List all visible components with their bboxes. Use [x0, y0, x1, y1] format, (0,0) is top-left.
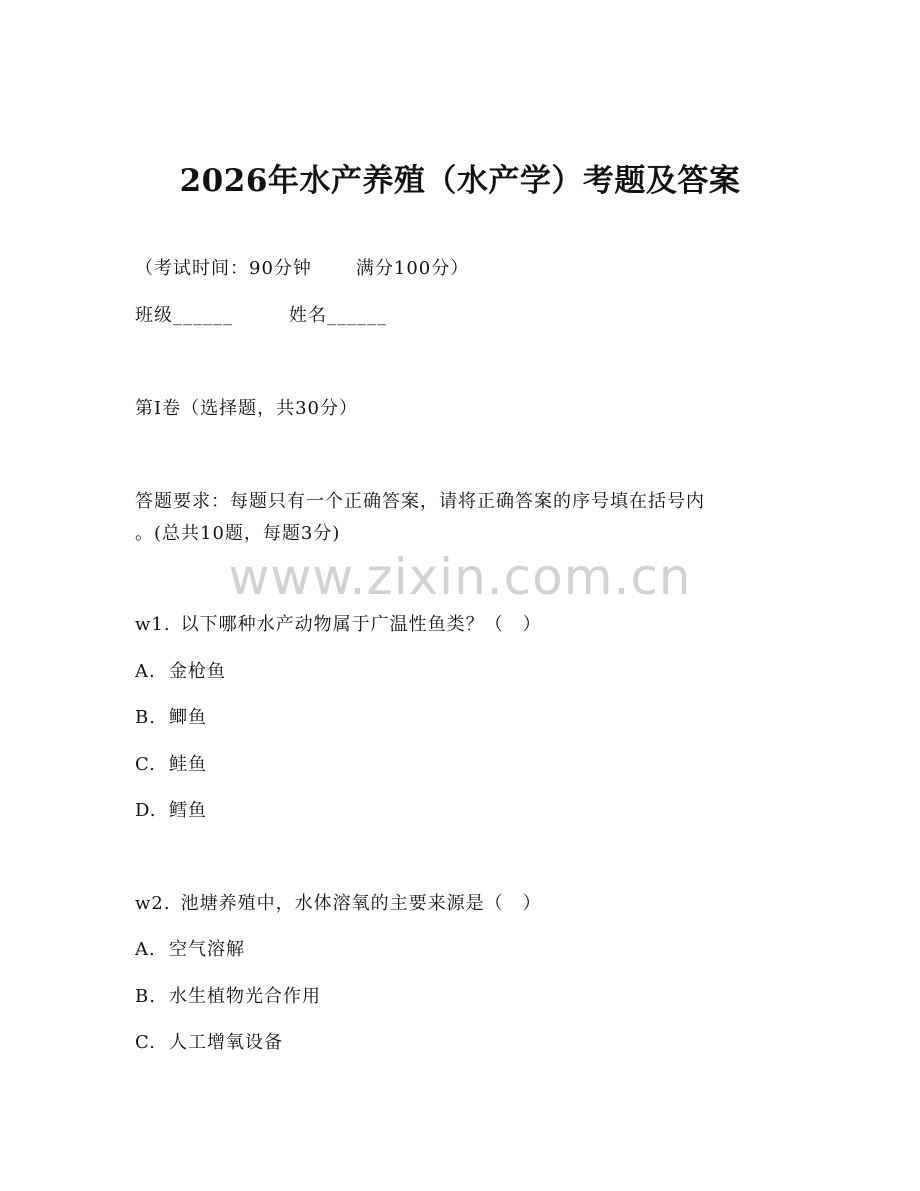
full-score: 满分100分）	[355, 258, 470, 279]
exam-info-line	[135, 254, 469, 280]
student-info-line	[135, 301, 387, 327]
question-1-option-c	[135, 750, 207, 776]
question-2-option-c	[135, 1028, 283, 1054]
name-field: 姓名______	[289, 305, 387, 326]
option-text: 鲑鱼	[169, 754, 207, 775]
section-title: 第I卷（选择题，共30分）	[135, 398, 359, 419]
option-letter: A.	[135, 661, 156, 682]
option-letter: B.	[135, 986, 156, 1007]
question-2-option-b	[135, 982, 321, 1008]
option-text: 水生植物光合作用	[169, 986, 321, 1007]
question-1-option-a	[135, 657, 226, 683]
option-text: 空气溶解	[169, 939, 245, 960]
option-letter: A.	[135, 939, 156, 960]
question-2	[135, 889, 542, 915]
option-letter: D.	[135, 800, 157, 821]
question-1	[135, 610, 542, 636]
question-number: w1.	[135, 614, 171, 635]
option-text: 人工增氧设备	[169, 1032, 283, 1053]
question-number: w2.	[135, 893, 171, 914]
question-text: 以下哪种水产动物属于广温性鱼类？（ ）	[180, 614, 542, 635]
option-text: 金枪鱼	[169, 661, 226, 682]
instructions-line-1: 答题要求：每题只有一个正确答案，请将正确答案的序号填在括号内	[135, 491, 705, 512]
question-2-option-a	[135, 935, 245, 961]
question-text: 池塘养殖中，水体溶氧的主要来源是（ ）	[180, 893, 542, 914]
class-field: 班级______	[135, 305, 233, 326]
question-1-option-b	[135, 703, 207, 729]
watermark: www.zixin.com.cn	[228, 548, 692, 606]
question-1-option-d	[135, 796, 207, 822]
instructions-line-2: 。(总共10题，每题3分)	[135, 523, 341, 544]
option-letter: C.	[135, 754, 156, 775]
option-letter: B.	[135, 707, 156, 728]
option-text: 鳕鱼	[169, 800, 207, 821]
document-title: 2026年水产养殖（水产学）考题及答案	[179, 163, 741, 199]
option-text: 鲫鱼	[169, 707, 207, 728]
exam-time: （考试时间：90分钟	[135, 258, 312, 279]
option-letter: C.	[135, 1032, 156, 1053]
